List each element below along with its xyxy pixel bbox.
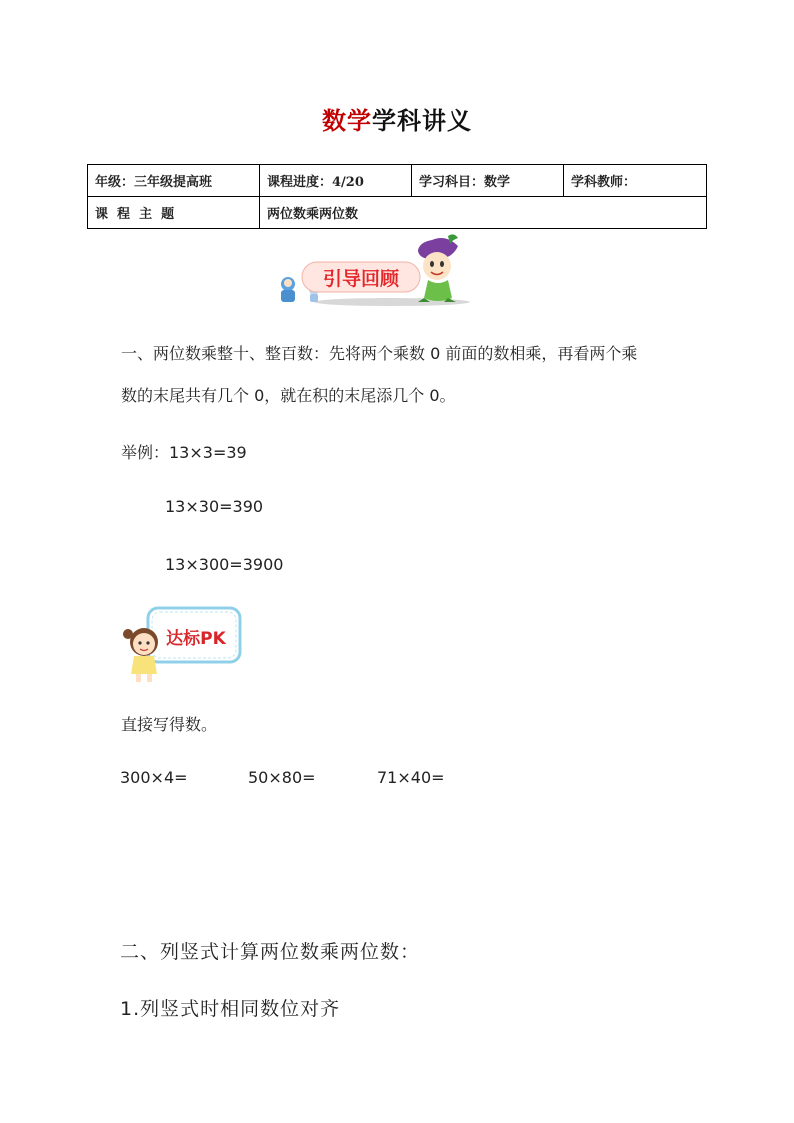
section1-line1: 一、两位数乘整十、整百数：先将两个乘数 0 前面的数相乘，再看两个乘 (121, 344, 638, 363)
section1-line2: 数的末尾共有几个 0，就在积的末尾添几个 0。 (121, 386, 456, 405)
progress-cell: 课程进度：4/20 (260, 165, 412, 197)
section2-point1: 1.列竖式时相同数位对齐 (120, 998, 341, 1020)
exercise-item-2: 50×80= (248, 768, 316, 787)
pk-banner-label: 达标PK (166, 629, 226, 649)
eggplant-mascot (418, 234, 458, 302)
exercise-item-1: 300×4= (120, 768, 188, 787)
pk-banner (122, 604, 244, 684)
title-subject: 数学 (322, 106, 372, 135)
cartoon-eggplant-mascot-icon (272, 232, 472, 312)
subject-cell: 学习科目：数学 (412, 165, 564, 197)
teacher-cell: 学科教师： (564, 165, 707, 197)
example-label: 举例：13×3=39 (121, 443, 247, 462)
topic-label-cell: 课 程 主 题 (88, 197, 260, 229)
section2-heading: 二、列竖式计算两位数乘两位数： (120, 941, 421, 963)
cartoon-girl-sign-icon (122, 604, 244, 684)
topic-value-cell: 两位数乘两位数 (260, 197, 707, 229)
table-row (88, 197, 707, 229)
example-2: 13×30=390 (165, 497, 264, 516)
review-banner-label: 引导回顾 (322, 268, 400, 290)
review-banner (272, 232, 472, 312)
example-3: 13×300=3900 (165, 555, 284, 574)
grade-cell: 年级：三年级提高班 (88, 165, 260, 197)
title-rest: 学科讲义 (372, 106, 472, 135)
course-info-table (87, 164, 707, 229)
table-row (88, 165, 707, 197)
exercise-item-3: 71×40= (377, 768, 445, 787)
page-title (0, 101, 794, 136)
exercise-instruction: 直接写得数。 (121, 715, 218, 734)
